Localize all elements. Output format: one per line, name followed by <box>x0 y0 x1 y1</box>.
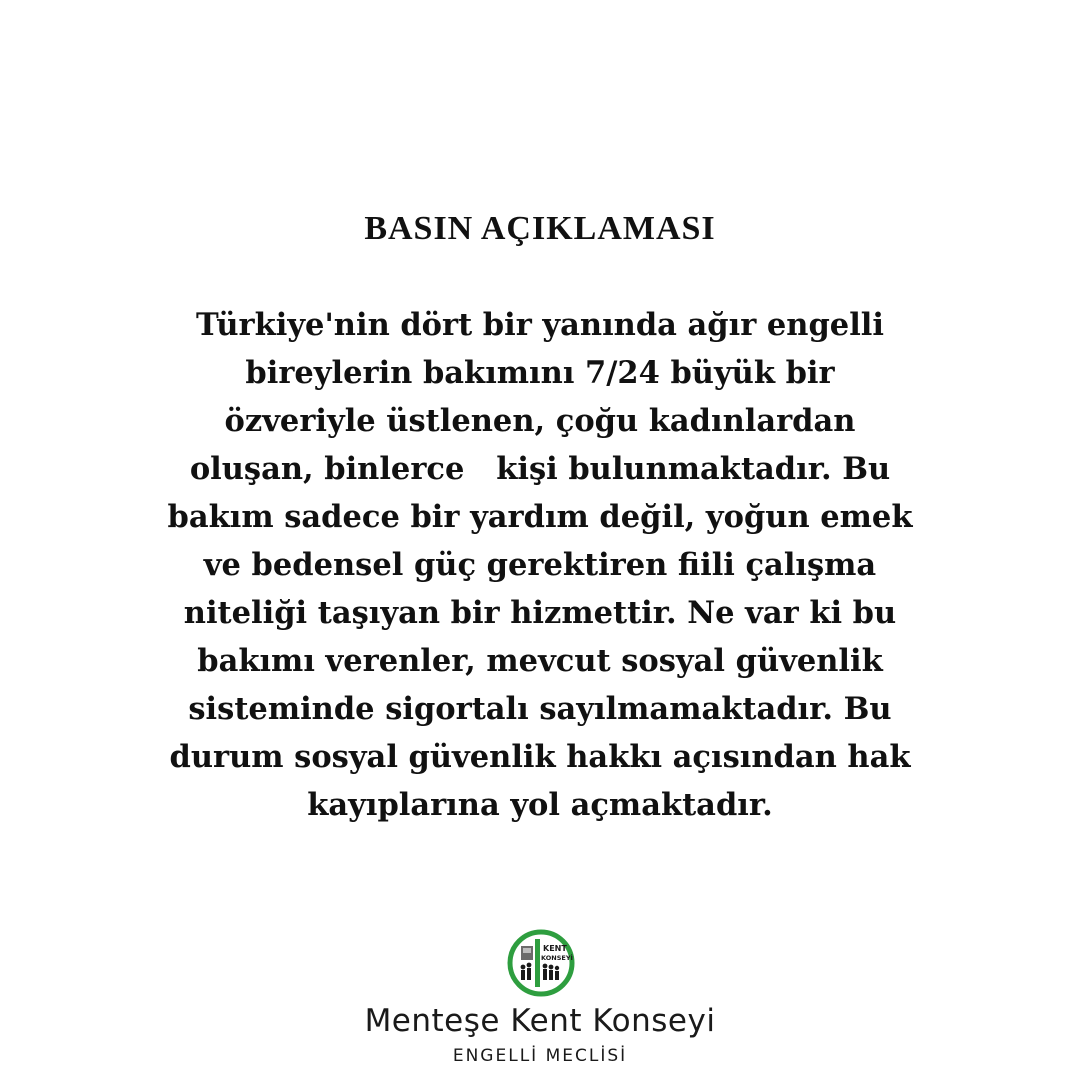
body-line: özveriyle üstlenen, çoğu kadınlardan <box>224 403 856 439</box>
logo-text-line2: KONSEYİ <box>541 954 573 962</box>
body-line: kayıplarına yol açmaktadır. <box>307 787 773 823</box>
body-line: niteliği taşıyan bir hizmettir. Ne var ki bu <box>183 595 897 631</box>
organization-name: Menteşe Kent Konseyi <box>364 1003 716 1039</box>
body-line: oluşan, binlerce kişi bulunmaktadır. Bu <box>189 451 891 487</box>
kent-konseyi-logo-icon <box>507 929 575 997</box>
body-line: durum sosyal güvenlik hakkı açısından hak <box>169 739 911 775</box>
document-body <box>100 301 980 829</box>
body-line: ve bedensel güç gerektiren fiili çalışma <box>203 547 877 583</box>
body-line: bireylerin bakımını 7/24 büyük bir <box>245 355 835 391</box>
document-title: BASIN AÇIKLAMASI <box>364 210 716 247</box>
logo-text-line1: KENT <box>543 944 567 953</box>
body-line: Türkiye'nin dört bir yanında ağır engelli <box>196 307 884 343</box>
body-line: sisteminde sigortalı sayılmamaktadır. Bu <box>188 691 892 727</box>
organization-subtitle: ENGELLİ MECLİSİ <box>452 1046 628 1066</box>
body-line: bakımı verenler, mevcut sosyal güvenlik <box>197 643 883 679</box>
body-line: bakım sadece bir yardım değil, yoğun emek <box>167 499 913 535</box>
